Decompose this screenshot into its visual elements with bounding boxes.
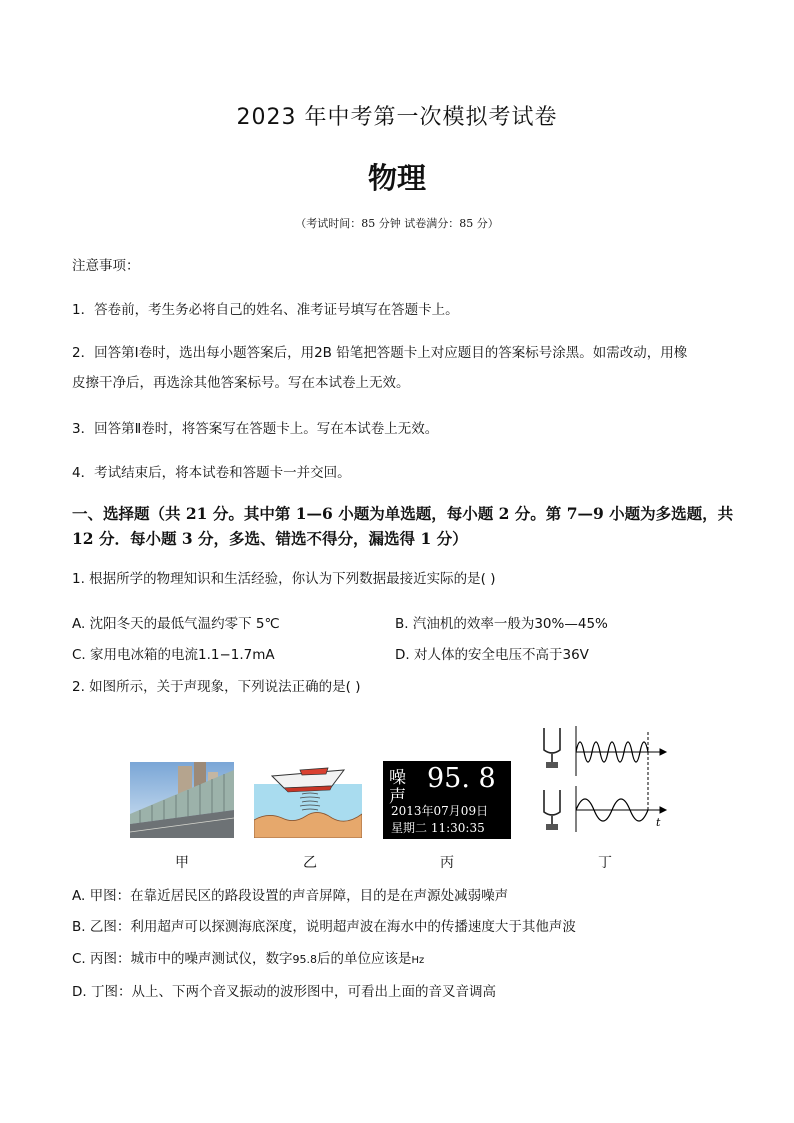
figure-caption-yi: 乙 bbox=[303, 855, 317, 871]
option-c-number: 95.8 bbox=[292, 953, 318, 966]
question-2-option-c bbox=[72, 949, 424, 971]
figure-caption-jia: 甲 bbox=[175, 855, 189, 871]
figure-caption-bing: 丙 bbox=[440, 855, 454, 871]
section-heading-line2: 12 分．每小题 3 分，多选、错选不得分，漏选得 1 分） bbox=[72, 529, 468, 548]
question-2-option-b: B. 乙图：利用超声可以探测海底深度，说明超声波在海水中的传播速度大于其他声波 bbox=[72, 919, 576, 935]
notice-item-4: 4．考试结束后，将本试卷和答题卡一并交回。 bbox=[72, 465, 351, 481]
question-1-option-d: D. 对人体的安全电压不高于36V bbox=[395, 647, 589, 663]
notice-item-2: 2．回答第Ⅰ卷时，选出每小题答案后，用2B 铅笔把答题卡上对应题目的答案标号涂黑。如需改动，用橡 bbox=[72, 345, 688, 361]
sound-barrier-image bbox=[130, 762, 234, 838]
noise-label-top: 噪 bbox=[389, 768, 406, 788]
question-2-stem: 2. 如图所示，关于声现象，下列说法正确的是( ) bbox=[72, 679, 361, 695]
noise-label-bottom: 声 bbox=[389, 787, 406, 807]
question-1-option-b: B. 汽油机的效率一般为30%—45% bbox=[395, 616, 608, 632]
exam-title: 2023 年中考第一次模拟考试卷 bbox=[236, 105, 558, 130]
notice-item-2-cont: 皮擦干净后，再选涂其他答案标号。写在本试卷上无效。 bbox=[72, 375, 410, 391]
option-c-unit: Hz bbox=[411, 955, 425, 966]
sonar-boat-image bbox=[254, 762, 362, 838]
noise-date: 2013年07月09日 bbox=[391, 804, 489, 818]
noise-value: 95. 8 bbox=[427, 763, 496, 794]
question-2-option-a: A. 甲图：在靠近居民区的路段设置的声音屏障，目的是在声源处减弱噪声 bbox=[72, 888, 509, 904]
tuning-fork-waveforms bbox=[536, 722, 668, 834]
noise-time: 星期二 11:30:35 bbox=[391, 821, 485, 835]
notice-item-3: 3．回答第Ⅱ卷时，将答案写在答题卡上。写在本试卷上无效。 bbox=[72, 421, 439, 437]
noise-meter-display bbox=[383, 761, 511, 839]
time-axis-label: t bbox=[656, 816, 661, 829]
notice-heading: 注意事项： bbox=[72, 258, 140, 274]
exam-time-note: （考试时间：85 分钟 试卷满分：85 分） bbox=[295, 217, 499, 230]
option-c-text-mid: 后的单位应该是 bbox=[317, 951, 412, 967]
section-heading-line1: 一、选择题（共 21 分。其中第 1—6 小题为单选题，每小题 2 分。第 7—9 小题为多选题，共 bbox=[72, 504, 734, 523]
option-c-text-start: C. 丙图：城市中的噪声测试仪，数字 bbox=[72, 951, 293, 967]
question-2-option-d: D. 丁图：从上、下两个音叉振动的波形图中，可看出上面的音叉音调高 bbox=[72, 984, 496, 1000]
subject-title: 物理 bbox=[367, 161, 426, 195]
figure-caption-ding: 丁 bbox=[598, 855, 612, 871]
question-1-option-c: C. 家用电冰箱的电流1.1−1.7mA bbox=[72, 647, 275, 663]
question-1-option-a: A. 沈阳冬天的最低气温约零下 5℃ bbox=[72, 616, 280, 632]
notice-item-1: 1．答卷前，考生务必将自己的姓名、准考证号填写在答题卡上。 bbox=[72, 302, 459, 318]
question-1-stem: 1. 根据所学的物理知识和生活经验，你认为下列数据最接近实际的是( ) bbox=[72, 571, 496, 587]
